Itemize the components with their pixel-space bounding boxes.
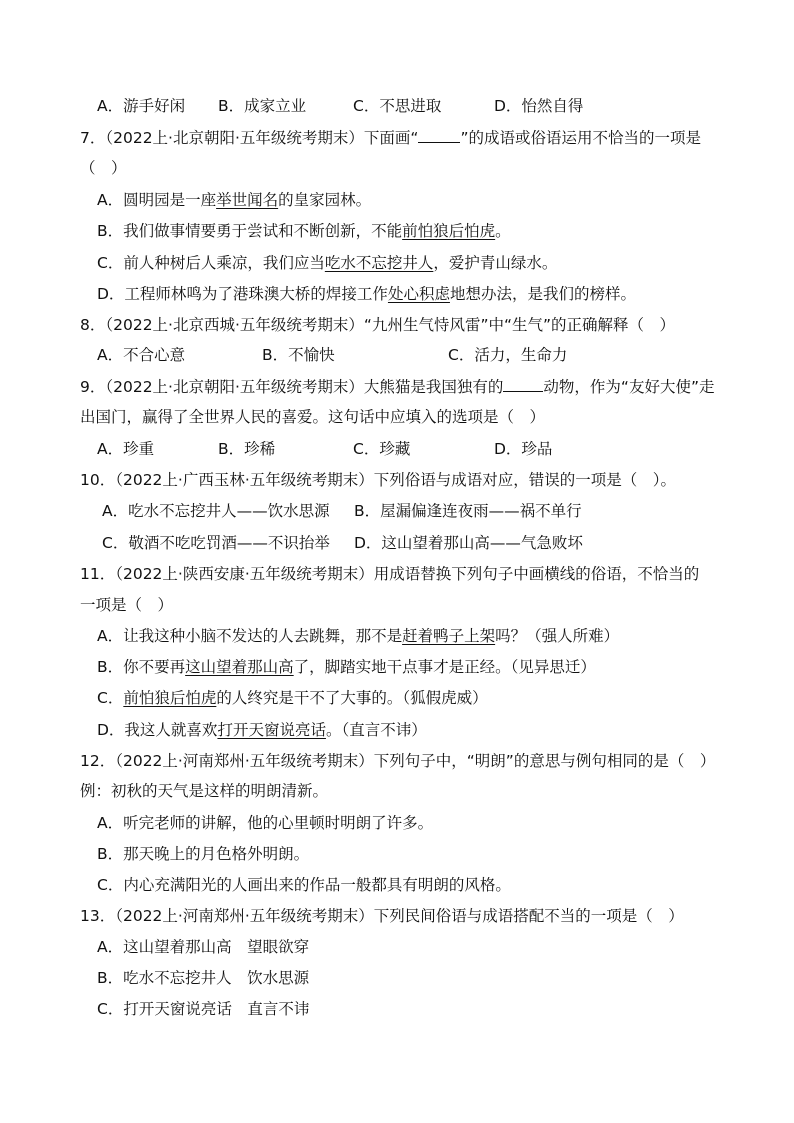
q12-option-a: A．听完老师的讲解，他的心里顿时明朗了许多。 bbox=[97, 814, 434, 832]
q9-stem-line2: 出国门，赢得了全世界人民的喜爱。这句话中应填入的选项是（ ） bbox=[80, 408, 546, 426]
q8-option-b: B．不愉快 bbox=[262, 346, 335, 364]
q10-option-d: D．这山望着那山高——气急败坏 bbox=[354, 534, 583, 552]
q7-option-c: C．前人种树后人乘凉，我们应当吃水不忘挖井人，爱护青山绿水。 bbox=[97, 254, 558, 272]
q11-option-a: A．让我这种小脑不发达的人去跳舞，那不是赶着鸭子上架吗？（强人所难） bbox=[97, 627, 620, 645]
q8-option-c: C．活力，生命力 bbox=[448, 346, 568, 364]
q11-stem: 11．（2022上·陕西安康·五年级统考期末）用成语替换下列句子中画横线的俗语，不恰当的 bbox=[80, 565, 700, 583]
q6-option-c: C．不思进取 bbox=[353, 97, 442, 115]
q7-blank bbox=[418, 128, 460, 143]
q10-option-b: B．屋漏偏逢连夜雨——祸不单行 bbox=[354, 502, 582, 520]
q6-option-b: B．成家立业 bbox=[218, 97, 307, 115]
q13-option-c: C．打开天窗说亮话 直言不讳 bbox=[97, 1000, 310, 1018]
q7-paren: （ ） bbox=[80, 159, 127, 177]
q6-option-d: D．怡然自得 bbox=[494, 97, 584, 115]
q9-option-b: B．珍稀 bbox=[218, 440, 276, 458]
q13-option-a: A．这山望着那山高 望眼欲穿 bbox=[97, 938, 310, 956]
q7-stem: 7．（2022上·北京朝阳·五年级统考期末）下面画“ ”的成语或俗语运用不恰当的一项是 bbox=[80, 129, 701, 147]
q7-option-d: D．工程师林鸣为了港珠澳大桥的焊接工作处心积虑地想办法，是我们的榜样。 bbox=[97, 285, 636, 303]
q10-stem: 10．（2022上·广西玉林·五年级统考期末）下列俗语与成语对应，错误的一项是（ ）。 bbox=[80, 471, 677, 489]
q11-stem-line2: 一项是（ ） bbox=[80, 596, 174, 614]
q11-option-c: C．前怕狼后怕虎的人终究是干不了大事的。（狐假虎威） bbox=[97, 689, 488, 707]
q7-option-a: A．圆明园是一座举世闻名的皇家园林。 bbox=[97, 191, 372, 209]
q11-option-b: B．你不要再这山望着那山高了，脚踏实地干点事才是正经。（见异思迁） bbox=[97, 658, 596, 676]
q10-option-c: C．敬酒不吃吃罚酒——不识抬举 bbox=[102, 534, 330, 552]
q9-option-d: D．珍品 bbox=[494, 440, 553, 458]
q9-blank bbox=[503, 377, 543, 392]
q6-option-a: A．游手好闲 bbox=[97, 97, 186, 115]
q12-example: 例：初秋的天气是这样的明朗清新。 bbox=[80, 782, 329, 800]
q10-option-a: A．吃水不忘挖井人——饮水思源 bbox=[102, 502, 330, 520]
q12-option-c: C．内心充满阳光的人画出来的作品一般都具有明朗的风格。 bbox=[97, 876, 511, 894]
q8-option-a: A．不合心意 bbox=[97, 346, 186, 364]
q12-stem: 12．（2022上·河南郑州·五年级统考期末）下列句子中，“明朗”的意思与例句相同的是（ ） bbox=[80, 752, 716, 770]
q8-stem: 8．（2022上·北京西城·五年级统考期末）“九州生气恃风雷”中“生气”的正确解释（ ） bbox=[80, 316, 676, 334]
q11-option-d: D．我这人就喜欢打开天窗说亮话。（直言不讳） bbox=[97, 721, 427, 739]
q7-option-b: B．我们做事情要勇于尝试和不断创新，不能前怕狼后怕虎。 bbox=[97, 222, 511, 240]
q12-option-b: B．那天晚上的月色格外明朗。 bbox=[97, 845, 310, 863]
q9-option-c: C．珍藏 bbox=[353, 440, 411, 458]
q13-stem: 13．（2022上·河南郑州·五年级统考期末）下列民间俗语与成语搭配不当的一项是（ ） bbox=[80, 907, 684, 925]
q13-option-b: B．吃水不忘挖井人 饮水思源 bbox=[97, 969, 310, 987]
q9-option-a: A．珍重 bbox=[97, 440, 155, 458]
q9-stem: 9．（2022上·北京朝阳·五年级统考期末）大熊猫是我国独有的 动物，作为“友好大使”走 bbox=[80, 378, 715, 396]
